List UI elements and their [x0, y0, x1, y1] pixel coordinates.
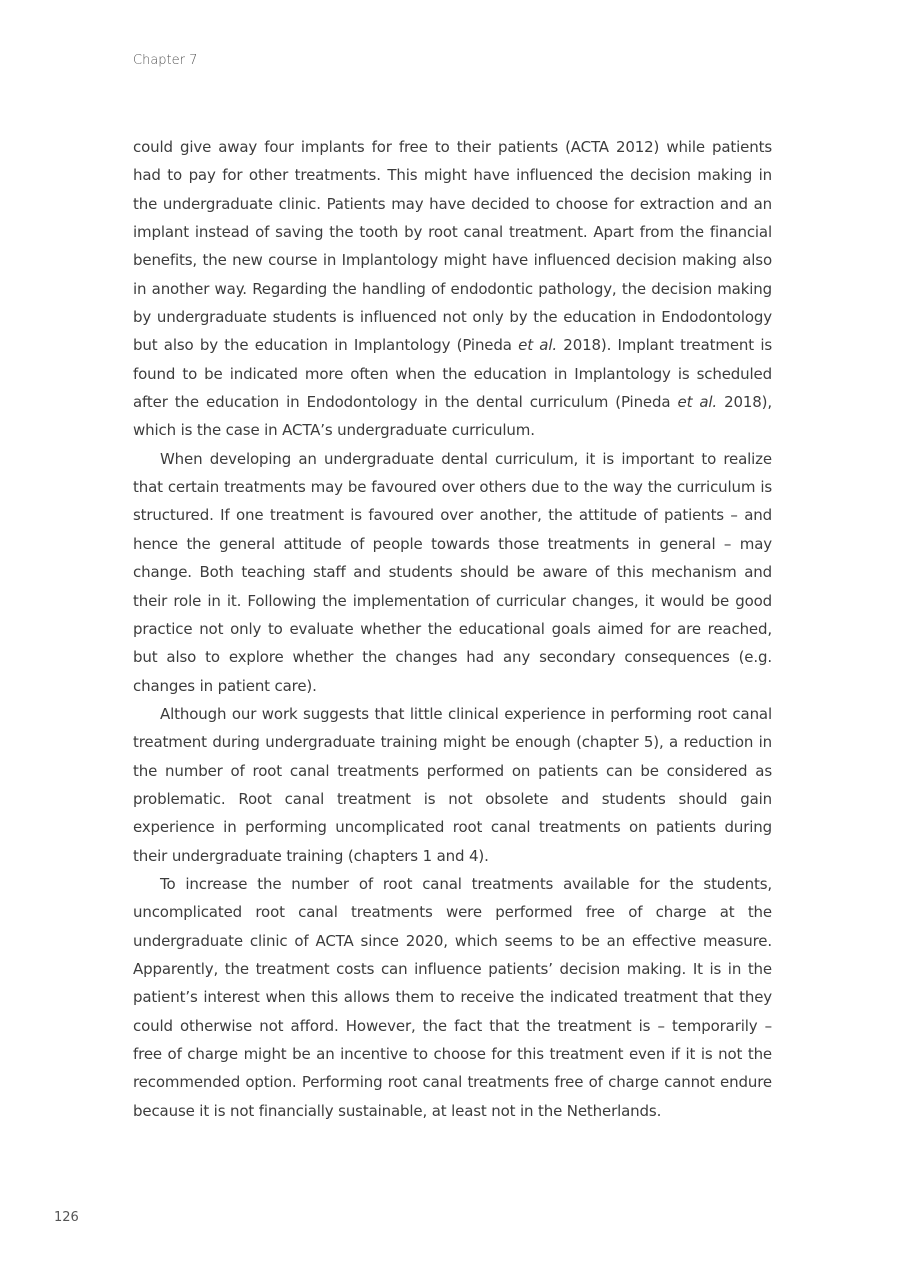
- running-head: Chapter 7: [133, 53, 198, 68]
- citation-et-al: et al.: [677, 393, 718, 412]
- paragraph-2: When developing an undergraduate dental curriculum, it is important to realize that certain treatments may be favoured over others due to the way the curriculum is structured. If one treatment is favoured over another, the attitude of patients – and hence the general attitude of people towards those treatments in general – may change. Both teaching staff and students should be aware of this mechanism and their role in it. Following the implementation of curricular changes, it would be good practice not only to evaluate whether the educational goals aimed for are reached, but also to explore whether the changes had any secondary consequences (e.g. changes in patient care).: [133, 449, 772, 695]
- paragraph-3: Although our work suggests that little clinical experience in performing root canal treatment during undergraduate training might be enough (chapter 5), a reduction in the number of root canal treatments performed on patients can be considered as problematic. Root canal treatment is not obsolete and students should gain experience in performing uncomplicated root canal treatments on patients during their undergraduate training (chapters 1 and 4).: [133, 704, 772, 865]
- paragraph-1: [133, 133, 772, 445]
- paragraph-1-text-a: could give away four implants for free to their patients (ACTA 2012) while patients had to pay for other treatments. This might have influenced the decision making in the undergraduate clinic. Patients may have decided to choose for extraction and an implant instead of saving the tooth by root canal treatment. Apart from the financial benefits, the new course in Implantology might have influenced decision making also in another way. Regarding the handling of endodontic pathology, the decision making by undergraduate students is influenced not only by the education in Endodontology but also by the education in Implantology (Pineda: [133, 138, 772, 355]
- paragraph-1-text-e: 2018), which is the case in ACTA’s undergraduate curriculum.: [133, 393, 772, 440]
- body-text: [133, 133, 772, 1125]
- page-number: 126: [54, 1210, 79, 1225]
- paragraph-1-text-c: 2018). Implant treatment is found to be indicated more often when the education in Implantology is scheduled after the education in Endodontology in the dental curriculum (Pineda: [133, 336, 773, 412]
- paragraph-4: To increase the number of root canal treatments available for the students, uncomplicated root canal treatments were performed free of charge at the undergraduate clinic of ACTA since 2020, which seems to be an effective measure. Apparently, the treatment costs can influence patients’ decision making. It is in the patient’s interest when this allows them to receive the indicated treatment that they could otherwise not afford. However, the fact that the treatment is – temporarily – free of charge might be an incentive to choose for this treatment even if it is not the recommended option. Performing root canal treatments free of charge cannot endure because it is not financially sustainable, at least not in the Netherlands.: [133, 874, 772, 1120]
- citation-et-al: et al.: [518, 336, 557, 355]
